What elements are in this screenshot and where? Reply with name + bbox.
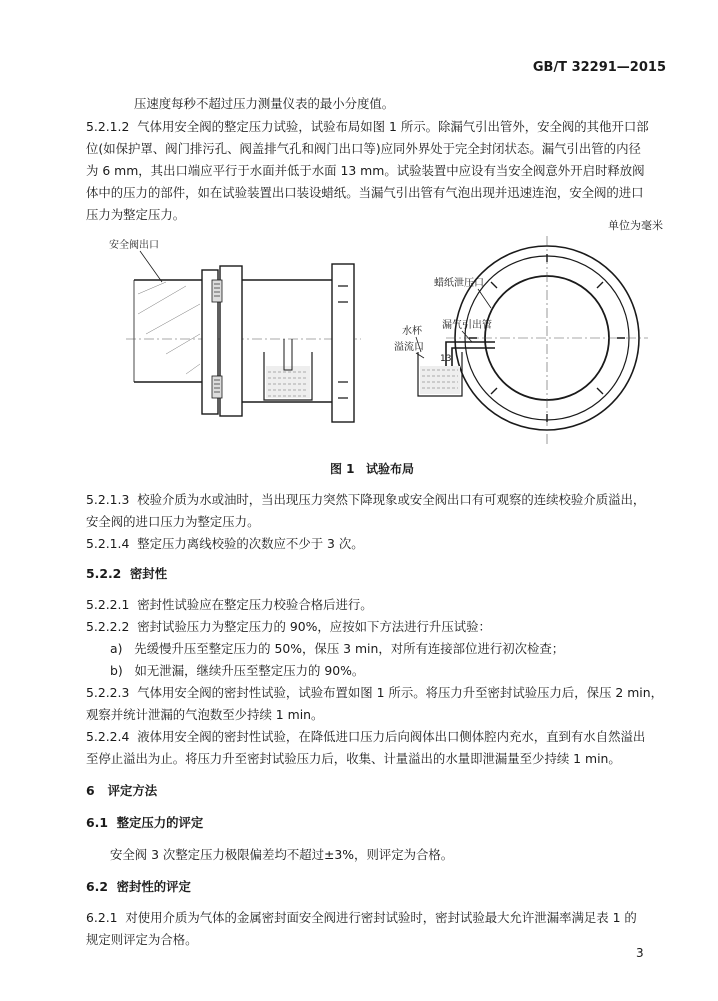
clause-text: 密封试验压力为整定压力的 90%，应按如下方法进行升压试验： (137, 619, 491, 634)
clause-text: 整定压力离线校验的次数应不少于 3 次。 (137, 536, 364, 551)
heading-title: 密封性 (129, 566, 168, 581)
text-line: 规定则评定为合格。 (86, 932, 198, 947)
clause-5-2-2-3 (86, 682, 663, 704)
heading-number: 5.2.2 (86, 566, 122, 581)
clause-number: 5.2.1.4 (86, 536, 130, 551)
label-wax-outlet: 蜡纸泄压口 (434, 278, 484, 289)
clause-5-2-1-4 (86, 533, 364, 555)
list-item-a (110, 638, 564, 660)
heading-6-1 (86, 812, 203, 834)
clause-5-2-1-3 (86, 489, 645, 511)
clause-number: 5.2.2.1 (86, 597, 130, 612)
heading-6 (86, 780, 157, 802)
clause-text: 对使用介质为气体的金属密封面安全阀进行密封试验时，密封试验最大允许泄漏率满足表 1 的 (125, 910, 637, 925)
clause-text: 密封性试验应在整定压力校验合格后进行。 (137, 597, 373, 612)
heading-6-2 (86, 876, 191, 898)
list-marker: a) (110, 641, 123, 656)
text-line: 为 6 mm，其出口端应平行于水面并低于水面 13 mm。试验装置中应设有当安全阀意外开启时释放阀 (86, 163, 645, 178)
text-line: 体中的压力的部件，如在试验装置出口装设蜡纸。当漏气引出管有气泡出现并迅速连泡，安全阀的进口 (86, 185, 644, 200)
heading-number: 6 (86, 783, 95, 798)
label-overflow: 溢流口 (394, 342, 424, 353)
figure-caption (330, 458, 414, 480)
heading-5-2-2 (86, 563, 167, 585)
list-text: 先缓慢升压至整定压力的 50%，保压 3 min，对所有连接部位进行初次检查； (134, 641, 565, 656)
clause-text: 气体用安全阀的密封性试验，试验布置如图 1 所示。将压力升至密封试验压力后，保压 2 min， (137, 685, 663, 700)
text-line: 安全阀 3 次整定压力极限偏差均不超过±3%，则评定为合格。 (110, 847, 454, 862)
clause-5-2-2-4 (86, 726, 645, 748)
clause-6-2-1 (86, 907, 637, 929)
clause-number: 5.2.2.3 (86, 685, 130, 700)
text-line: 压力为整定压力。 (86, 207, 186, 222)
label-valve-outlet: 安全阀出口 (109, 240, 159, 251)
unit-note: 单位为毫米 (608, 219, 663, 232)
list-text: 如无泄漏，继续升压至整定压力的 90%。 (134, 663, 365, 678)
page-number: 3 (636, 946, 644, 960)
clause-5-2-2-1 (86, 594, 373, 616)
clause-number: 5.2.2.4 (86, 729, 130, 744)
heading-title: 密封性的评定 (116, 879, 191, 894)
heading-number: 6.1 (86, 815, 108, 830)
standard-code: GB/T 32291—2015 (532, 60, 666, 75)
clause-5-2-2-2 (86, 616, 491, 638)
clause-text: 校验介质为水或油时，当出现压力突然下降现象或安全阀出口有可观察的连续校验介质溢出， (137, 492, 646, 507)
list-item-b (110, 660, 364, 682)
label-water-cup: 水杯 (402, 326, 422, 337)
clause-text: 气体用安全阀的整定压力试验，试验布局如图 1 所示。除漏气引出管外，安全阀的其他开口部 (137, 119, 649, 134)
heading-title: 整定压力的评定 (116, 815, 204, 830)
text-line: 安全阀的进口压力为整定压力。 (86, 514, 260, 529)
caption-title: 试验布局 (365, 462, 414, 476)
clause-text: 液体用安全阀的密封性试验，在降低进口压力后向阀体出口侧体腔内充水，直到有水自然溢出 (137, 729, 646, 744)
text-line: 至停止溢出为止。将压力升至密封试验压力后，收集、计量溢出的水量即泄漏量至少持续 1 min。 (86, 751, 621, 766)
heading-title: 评定方法 (107, 783, 158, 798)
clause-number: 5.2.2.2 (86, 619, 130, 634)
heading-number: 6.2 (86, 879, 108, 894)
figure-1-test-layout (86, 234, 676, 454)
caption-number: 图 1 (330, 462, 355, 476)
text-line: 位(如保护罩、阀门排污孔、阀盖排气孔和阀门出口等)应同外界处于完全封闭状态。漏气引出管的内径 (86, 141, 641, 156)
list-marker: b) (110, 663, 123, 678)
clause-number: 5.2.1.3 (86, 492, 130, 507)
clause-number: 6.2.1 (86, 910, 118, 925)
text-line: 观察并统计泄漏的气泡数至少持续 1 min。 (86, 707, 324, 722)
label-dimension-13: 13 (440, 354, 452, 364)
text-line: 压速度每秒不超过压力测量仪表的最小分度值。 (134, 96, 395, 111)
clause-5-2-1-2 (86, 116, 649, 138)
label-leak-tube: 漏气引出管 (442, 320, 492, 331)
clause-number: 5.2.1.2 (86, 119, 130, 134)
